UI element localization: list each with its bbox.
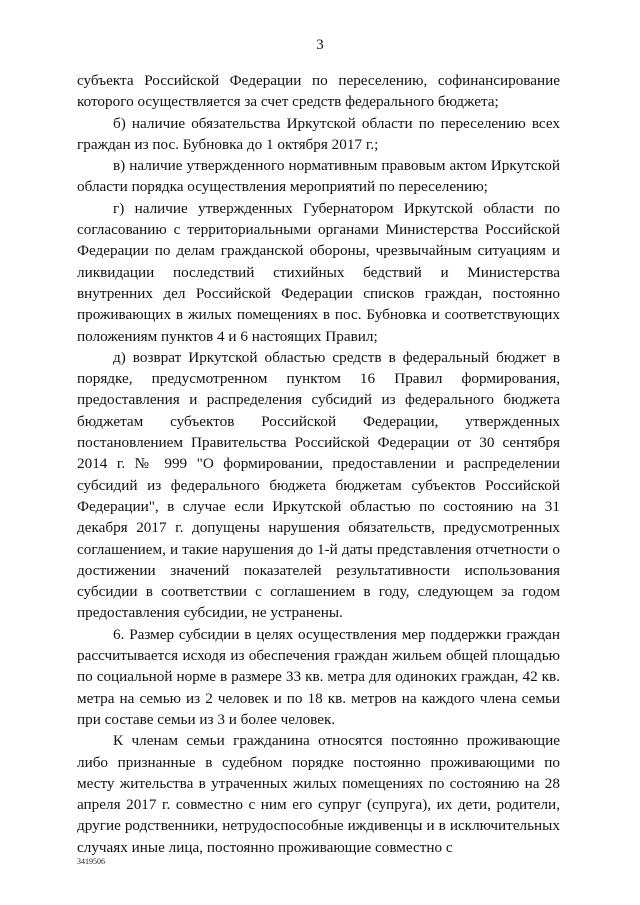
page-number: 3 <box>316 37 324 53</box>
paragraph-item-g: г) наличие утвержденных Губернатором Иркутской области по согласованию с территориальными органами Министерства Российской Федерации по делам гражданской обороны, чрезвычайным ситуациям и ликвидации последствий стихийных бедствий и Министерства внутренних дел Российской Федерации списков граждан, постоянно проживающих в жилых помещениях в пос. Бубновка и соответствующих положениям пунктов 4 и 6 настоящих Правил; <box>77 199 560 345</box>
paragraph-clause-6: 6. Размер субсидии в целях осуществления мер поддержки граждан рассчитывается исходя из обеспечения граждан жильем общей площадью по социальной норме в размере 33 кв. метра для одиноких граждан, 42 кв. метра на семью из 2 человек и по 18 кв. метров на каждого члена семьи при составе семьи из 3 и более человек. <box>77 625 560 728</box>
paragraph-item-v: в) наличие утвержденного нормативным правовым актом Иркутской области порядка осуществления мероприятий по переселению; <box>77 157 560 196</box>
paragraph-item-b: б) наличие обязательства Иркутской области по переселению всех граждан из пос. Бубновка до 1 октября 2017 г.; <box>77 114 560 153</box>
paragraph-continuation: субъекта Российской Федерации по переселению, софинансирование которого осуществляется за счет средств федерального бюджета; <box>77 72 560 111</box>
paragraph-item-d: д) возврат Иркутской областью средств в федеральный бюджет в порядке, предусмотренном пунктом 16 Правил формирования, предоставления и распределения субсидий из федерального бюджета бюджетам субъектов Российской Федерации, утвержденных постановлением Правительства Российской Федерации от 30 сентября 2014 г. № 999 "О формировании, предоставлении и распределении субсидий из федерального бюджета бюджетам субъектов Российской Федерации", в случае если Иркутской областью по состоянию на 31 декабря 2017 г. допущены нарушения обязательств, предусмотренных соглашением, и такие нарушения до 1-й даты представления отчетности о достижении значений показателей результативности использования субсидии в соответствии с соглашением в году, следующем за годом предоставления субсидии, не устранены. <box>77 348 560 622</box>
document-body <box>77 70 560 858</box>
document-code: 3419506 <box>77 857 105 866</box>
paragraph-family-members: К членам семьи гражданина относятся постоянно проживающие либо признанные в судебном порядке постоянно проживающими по месту жительства в утраченных жилых помещениях по состоянию на 28 апреля 2017 г. совместно с ним его супруг (супруга), их дети, родители, другие родственники, нетрудоспособные иждивенцы и в исключительных случаях иные лица, постоянно проживающие совместно с <box>77 732 560 856</box>
